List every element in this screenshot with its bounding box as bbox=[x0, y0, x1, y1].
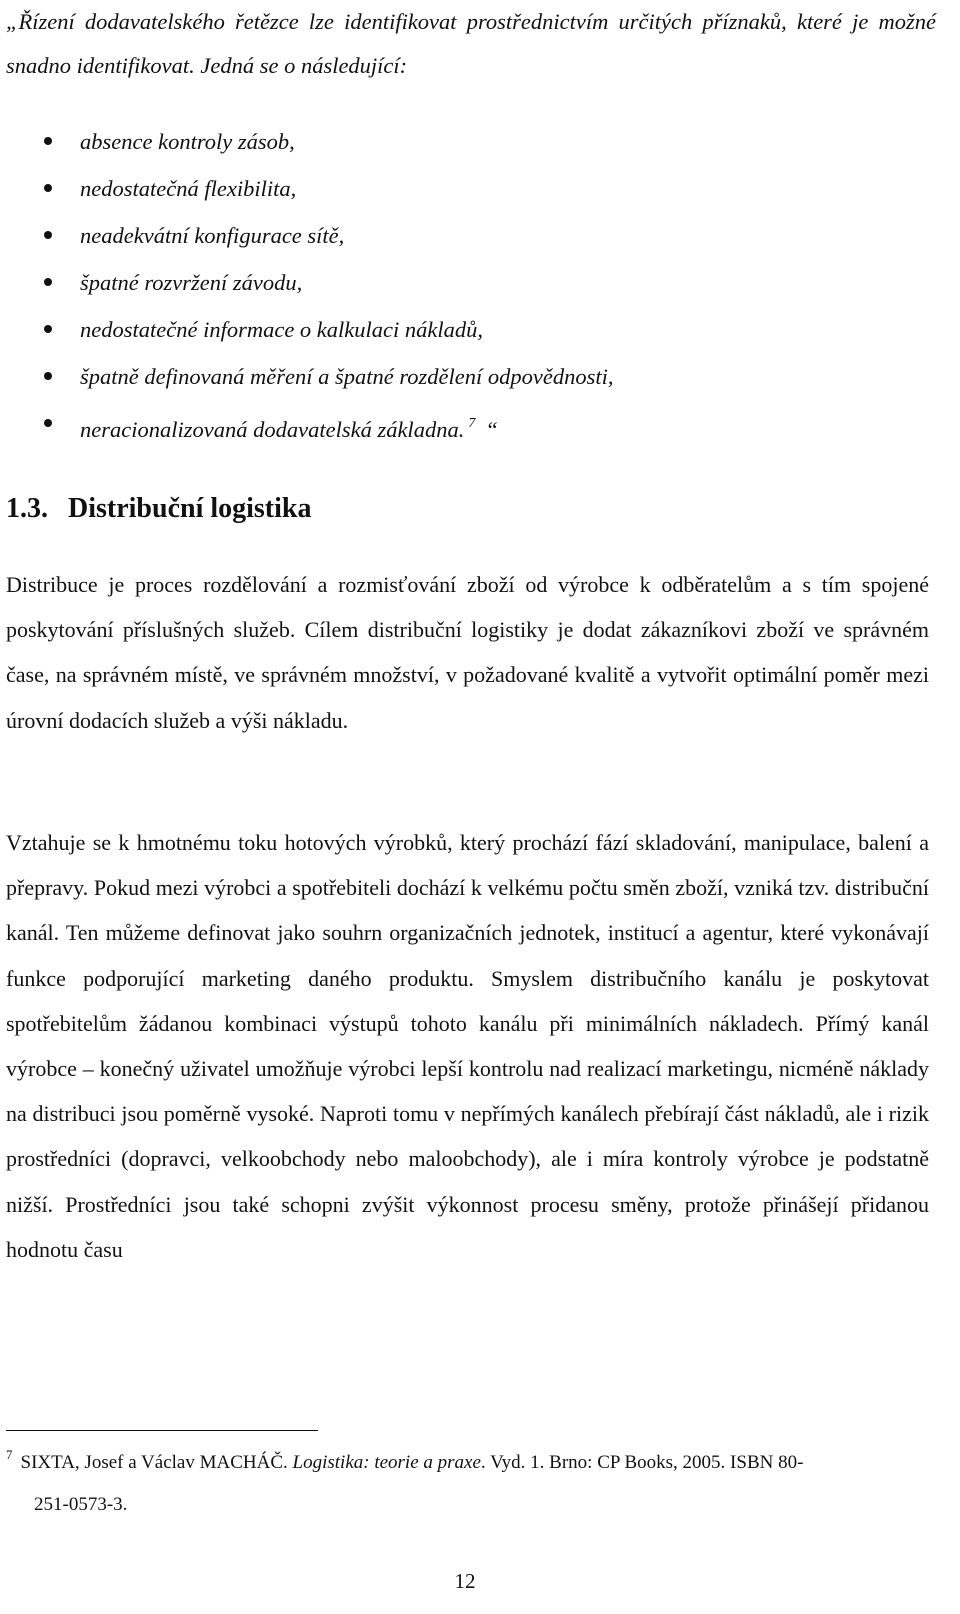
page-number: 12 bbox=[454, 1569, 476, 1593]
footnote-publication: . Vyd. 1. Brno: CP Books, 2005. ISBN 80- bbox=[480, 1452, 804, 1473]
list-item-text: špatné rozvržení závodu, bbox=[80, 270, 303, 295]
body-paragraph: Vztahuje se k hmotnému toku hotových výrobků, který prochází fází skladování, manipulace, balení a přepravy. Pokud mezi výrobci a spotřebiteli dochází k velkému počtu směn zboží, vzniká tzv. distribuční kanál. Ten můžeme definovat jako souhrn organizačních jednotek, institucí a agentur, které vykonávají funkce podporující marketing daného produktu. Smyslem distribučního kanálu je poskytovat spotřebitelům žádanou kombinaci výstupů tohoto kanálu při minimálních nákladech. Přímý kanál výrobce – konečný uživatel umožňuje výrobci lepší kontrolu nad realizací marketingu, nicméně náklady na distribuci jsou poměrně vysoké. Naproti tomu v nepřímých kanálech přebírají část nákladů, ale i rizik prostředníci (dopravci, velkoobchody nebo maloobchody), ale i míra kontroly výrobce je podstatně nižší. Prostředníci jsou také schopni zvýšit výkonnost procesu směny, protože přinášejí přidanou hodnotu času bbox=[6, 830, 929, 1262]
list-item bbox=[0, 400, 930, 447]
list-item-text: špatně definovaná měření a špatné rozdělení odpovědnosti, bbox=[80, 364, 614, 389]
intro-quote: „Řízení dodavatelského řetězce lze identifikovat prostřednictvím určitých příznaků, které je možné snadno identifikovat. Jedná se o následující: bbox=[6, 9, 936, 78]
footnote bbox=[6, 1434, 936, 1526]
footnote-continuation: 251-0573-3. bbox=[34, 1494, 128, 1515]
list-item bbox=[0, 259, 930, 306]
footnote-separator bbox=[6, 1430, 318, 1431]
list-item bbox=[0, 306, 930, 353]
footnote-reference[interactable]: 7 bbox=[468, 416, 476, 431]
closing-quote: “ bbox=[485, 417, 498, 442]
list-item bbox=[0, 353, 930, 400]
list-item-text: neracionalizovaná dodavatelská základna. bbox=[80, 417, 465, 442]
bullet-icon bbox=[44, 278, 52, 286]
symptom-list bbox=[0, 118, 930, 447]
list-item bbox=[0, 212, 930, 259]
section-heading bbox=[6, 487, 311, 531]
bullet-icon bbox=[44, 419, 52, 427]
list-item bbox=[0, 118, 930, 165]
bullet-icon bbox=[44, 372, 52, 380]
list-item-text: absence kontroly zásob, bbox=[80, 129, 295, 154]
bullet-icon bbox=[44, 137, 52, 145]
section-title: Distribuční logistika bbox=[68, 493, 312, 524]
list-item-text: nedostatečná flexibilita, bbox=[80, 176, 297, 201]
footnote-number: 7 bbox=[6, 1447, 13, 1462]
footnote-authors: SIXTA, Josef a Václav MACHÁČ. bbox=[20, 1452, 293, 1473]
footnote-title: Logistika: teorie a praxe bbox=[292, 1452, 481, 1473]
section-number: 1.3. bbox=[6, 493, 48, 524]
bullet-icon bbox=[44, 184, 52, 192]
list-item-text: neadekvátní konfigurace sítě, bbox=[80, 223, 345, 248]
bullet-icon bbox=[44, 325, 52, 333]
bullet-icon bbox=[44, 231, 52, 239]
body-paragraph: Distribuce je proces rozdělování a rozmisťování zboží od výrobce k odběratelům a s tím spojené poskytování příslušných služeb. Cílem distribuční logistiky je dodat zákazníkovi zboží ve správném čase, na správném místě, ve správném množství, v požadované kvalitě a vytvořit optimální poměr mezi úrovní dodacích služeb a výši nákladu. bbox=[6, 572, 929, 733]
list-item-text: nedostatečné informace o kalkulaci nákladů, bbox=[80, 317, 484, 342]
list-item bbox=[0, 165, 930, 212]
